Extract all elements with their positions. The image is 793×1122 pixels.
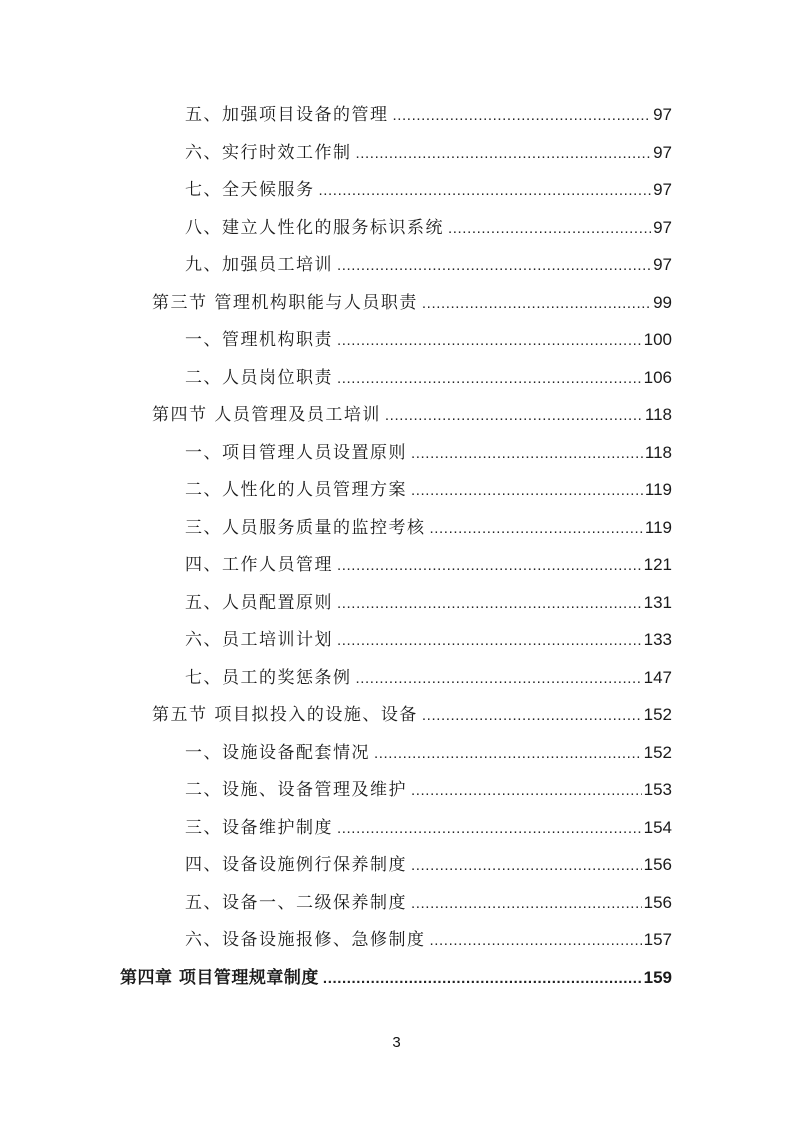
toc-dot-leader bbox=[374, 739, 642, 769]
toc-entry-page: 97 bbox=[653, 217, 672, 237]
toc-entry-page: 119 bbox=[644, 517, 672, 537]
toc-entry-page: 159 bbox=[643, 967, 672, 987]
toc-entry-page: 100 bbox=[643, 330, 672, 349]
toc-entry[interactable] bbox=[185, 775, 672, 805]
toc-entry[interactable] bbox=[185, 813, 672, 843]
toc-dot-leader bbox=[411, 476, 643, 506]
toc-dot-leader bbox=[411, 851, 642, 881]
toc-entry-title: 第五节 项目拟投入的设施、设备 bbox=[152, 705, 418, 725]
toc-entry-page: 153 bbox=[643, 780, 672, 799]
toc-entry-title: 六、设备设施报修、急修制度 bbox=[185, 930, 426, 950]
toc-entry-page: 156 bbox=[643, 855, 672, 874]
toc-dot-leader bbox=[422, 701, 642, 731]
toc-entry[interactable] bbox=[185, 738, 672, 768]
toc-entry-title: 第三节 管理机构职能与人员职责 bbox=[152, 292, 418, 313]
toc-entry-title: 七、全天候服务 bbox=[185, 180, 315, 200]
toc-dot-leader bbox=[337, 589, 642, 619]
toc-section-entry[interactable] bbox=[152, 288, 672, 318]
toc-dot-leader bbox=[411, 889, 642, 919]
toc-dot-leader bbox=[337, 251, 651, 281]
toc-entry-title: 七、员工的奖惩条例 bbox=[185, 667, 352, 688]
toc-dot-leader bbox=[337, 551, 642, 581]
toc-entry[interactable] bbox=[185, 475, 672, 505]
toc-entry-page: 154 bbox=[643, 817, 672, 837]
toc-entry-title: 八、建立人性化的服务标识系统 bbox=[185, 217, 444, 238]
toc-entry-title: 三、设备维护制度 bbox=[185, 817, 333, 838]
toc-entry-page: 152 bbox=[643, 705, 672, 724]
toc-dot-leader bbox=[337, 626, 642, 656]
toc-entry-page: 157 bbox=[643, 930, 672, 949]
toc-entry-title: 五、人员配置原则 bbox=[185, 592, 333, 613]
toc-section-entry[interactable] bbox=[152, 700, 672, 730]
toc-entry[interactable] bbox=[185, 588, 672, 618]
toc-entry[interactable] bbox=[185, 550, 672, 580]
toc-entry[interactable] bbox=[185, 925, 672, 955]
toc-dot-leader bbox=[430, 514, 643, 544]
toc-entry-title: 一、项目管理人员设置原则 bbox=[185, 442, 407, 463]
toc-dot-leader bbox=[319, 176, 652, 206]
toc-dot-leader bbox=[337, 364, 642, 394]
toc-entry-page: 152 bbox=[643, 742, 672, 762]
toc-entry-title: 六、员工培训计划 bbox=[185, 630, 333, 650]
toc-entry[interactable] bbox=[185, 888, 672, 918]
toc-entry-page: 97 bbox=[653, 255, 672, 274]
toc-dot-leader bbox=[430, 926, 642, 956]
toc-dot-leader bbox=[385, 401, 643, 431]
toc-entry-page: 147 bbox=[643, 667, 672, 687]
toc-entry-title: 二、人性化的人员管理方案 bbox=[185, 480, 407, 500]
toc-entry[interactable] bbox=[185, 325, 672, 355]
toc-section-entry[interactable] bbox=[152, 400, 672, 430]
toc-entry-page: 121 bbox=[643, 555, 672, 574]
toc-entry[interactable] bbox=[185, 138, 672, 168]
toc-entry-page: 118 bbox=[644, 405, 672, 424]
page-number: 3 bbox=[392, 1034, 401, 1051]
toc-entry-page: 97 bbox=[653, 142, 672, 162]
toc-entry[interactable] bbox=[185, 175, 672, 205]
toc-chapter-entry[interactable] bbox=[120, 963, 672, 993]
toc-dot-leader bbox=[411, 439, 643, 469]
toc-entry[interactable] bbox=[185, 625, 672, 655]
toc-entry-title: 四、工作人员管理 bbox=[185, 555, 333, 575]
toc-dot-leader bbox=[393, 101, 652, 131]
toc-entry-title: 一、设施设备配套情况 bbox=[185, 742, 370, 763]
toc-entry-title: 二、人员岗位职责 bbox=[185, 367, 333, 388]
toc-entry[interactable] bbox=[185, 213, 672, 243]
toc-entry-page: 99 bbox=[653, 292, 672, 312]
toc-entry-title: 五、加强项目设备的管理 bbox=[185, 105, 389, 125]
toc-entry-title: 六、实行时效工作制 bbox=[185, 142, 352, 163]
toc-entry-title: 九、加强员工培训 bbox=[185, 255, 333, 275]
toc-entry[interactable] bbox=[185, 850, 672, 880]
toc-entry[interactable] bbox=[185, 250, 672, 280]
toc-entry-title: 第四节 人员管理及员工培训 bbox=[152, 405, 381, 425]
toc-entry-page: 97 bbox=[653, 105, 672, 124]
toc-entry-title: 二、设施、设备管理及维护 bbox=[185, 780, 407, 800]
toc-entry-title: 三、人员服务质量的监控考核 bbox=[185, 517, 426, 538]
toc-dot-leader bbox=[356, 664, 642, 694]
toc-dot-leader bbox=[422, 289, 651, 319]
toc-dot-leader bbox=[448, 214, 651, 244]
toc-entry-title: 第四章 项目管理规章制度 bbox=[120, 967, 319, 988]
toc-entry-title: 五、设备一、二级保养制度 bbox=[185, 892, 407, 913]
toc-entry[interactable] bbox=[185, 663, 672, 693]
toc-dot-leader bbox=[337, 814, 642, 844]
toc-entry-page: 156 bbox=[643, 892, 672, 912]
toc-entry-title: 四、设备设施例行保养制度 bbox=[185, 855, 407, 875]
toc-dot-leader bbox=[337, 326, 642, 356]
toc-entry-page: 97 bbox=[653, 180, 672, 199]
toc-entry-page: 118 bbox=[644, 442, 672, 462]
toc-entry-page: 106 bbox=[643, 367, 672, 387]
toc-entry[interactable] bbox=[185, 438, 672, 468]
toc-entry-title: 一、管理机构职责 bbox=[185, 330, 333, 350]
toc-dot-leader bbox=[323, 964, 642, 994]
toc-entry-page: 119 bbox=[644, 480, 672, 499]
toc-entry[interactable] bbox=[185, 513, 672, 543]
toc-entry[interactable] bbox=[185, 363, 672, 393]
toc-entry[interactable] bbox=[185, 100, 672, 130]
toc-entry-page: 131 bbox=[643, 592, 672, 612]
toc-dot-leader bbox=[356, 139, 652, 169]
toc-entry-page: 133 bbox=[643, 630, 672, 649]
toc-dot-leader bbox=[411, 776, 642, 806]
